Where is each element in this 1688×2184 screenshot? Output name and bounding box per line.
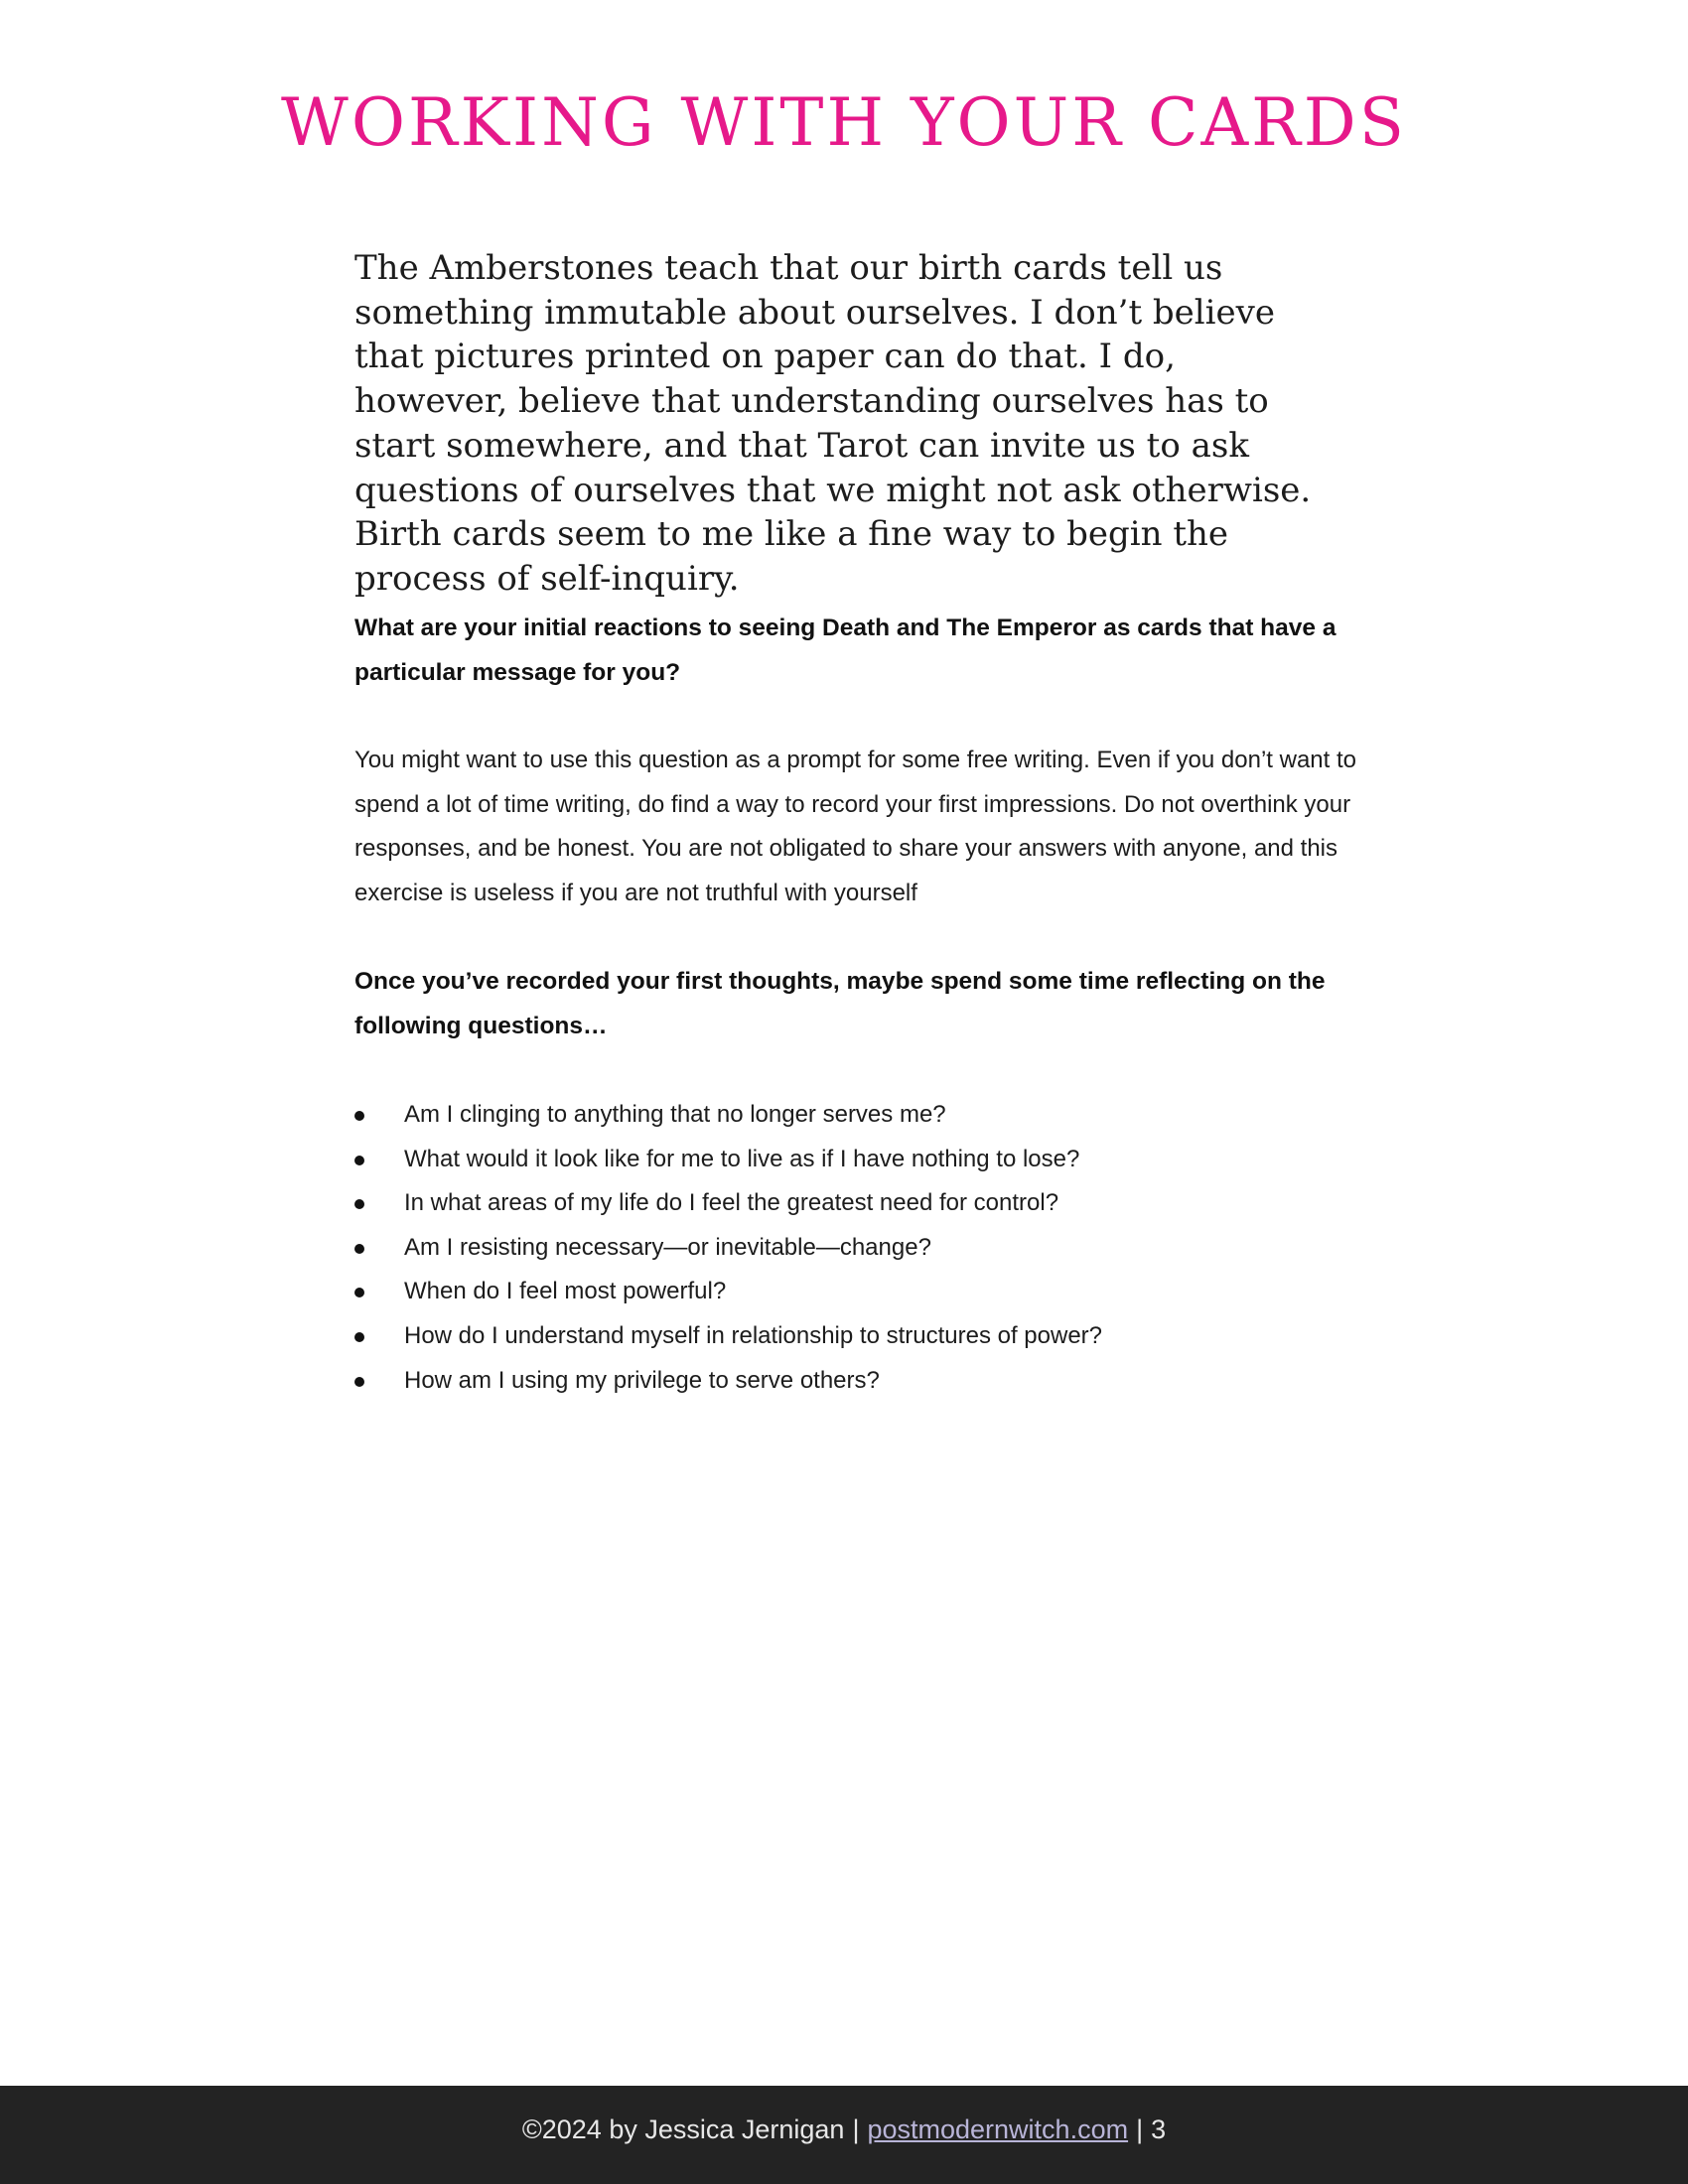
list-item bbox=[354, 1270, 1347, 1314]
footer-copyright: ©2024 by Jessica Jernigan bbox=[521, 2115, 845, 2144]
list-item-text: Am I resisting necessary—or inevitable—change? bbox=[404, 1233, 931, 1261]
bullet-icon bbox=[354, 1156, 364, 1165]
footer-page-separator: | bbox=[1136, 2115, 1144, 2144]
intro-paragraph: The Amberstones teach that our birth cards tell us something immutable about ourselves. I don’t believe that pictures printed on paper can do that. I do, however, believe that understanding ourselves has to start somewhere, and that Tarot can invite us to ask questions of ourselves that we might not ask otherwise. Birth cards seem to me like a fine way to begin the process of self-inquiry. bbox=[354, 248, 1312, 599]
list-item-text: How do I understand myself in relationship to structures of power? bbox=[404, 1321, 1103, 1349]
list-item-text: When do I feel most powerful? bbox=[404, 1278, 727, 1305]
page-title: WORKING WITH YOUR CARDS bbox=[281, 84, 1407, 161]
bullet-icon bbox=[354, 1111, 364, 1121]
bullet-icon bbox=[354, 1199, 364, 1209]
reflection-question-2: Once you’ve recorded your first thoughts, maybe spend some time reflecting on the following questions… bbox=[354, 968, 1326, 1039]
footer-line bbox=[0, 2114, 1688, 2145]
list-item-text: Am I clinging to anything that no longer serves me? bbox=[404, 1101, 946, 1128]
bullet-icon bbox=[354, 1244, 364, 1254]
list-item bbox=[354, 1138, 1347, 1182]
list-item-text: How am I using my privilege to serve others? bbox=[404, 1366, 880, 1394]
bullet-icon bbox=[354, 1332, 364, 1342]
list-item bbox=[354, 1093, 1347, 1138]
list-item-text: What would it look like for me to live as if I have nothing to lose? bbox=[404, 1145, 1080, 1172]
list-item bbox=[354, 1226, 1347, 1271]
reflection-question-1: What are your initial reactions to seeing Death and The Emperor as cards that have a particular message for you? bbox=[354, 614, 1336, 686]
list-item-text: In what areas of my life do I feel the greatest need for control? bbox=[404, 1189, 1059, 1217]
website-link[interactable]: postmodernwitch.com bbox=[867, 2115, 1129, 2144]
page-footer bbox=[0, 2086, 1688, 2184]
bullet-icon bbox=[354, 1377, 364, 1387]
reflection-questions-list bbox=[354, 1093, 1347, 1403]
list-item bbox=[354, 1181, 1347, 1226]
footer-separator: | bbox=[852, 2115, 860, 2144]
list-item bbox=[354, 1314, 1347, 1359]
page-number: 3 bbox=[1151, 2115, 1167, 2144]
bullet-icon bbox=[354, 1288, 364, 1297]
instructions-paragraph: You might want to use this question as a prompt for some free writing. Even if you don’t want to spend a lot of time writing, do find a way to record your first impressions. Do not overthink your responses, and be honest. You are not obligated to share your answers with anyone, and this exercise is useless if you are not truthful with yourself bbox=[354, 747, 1356, 906]
list-item bbox=[354, 1359, 1347, 1404]
